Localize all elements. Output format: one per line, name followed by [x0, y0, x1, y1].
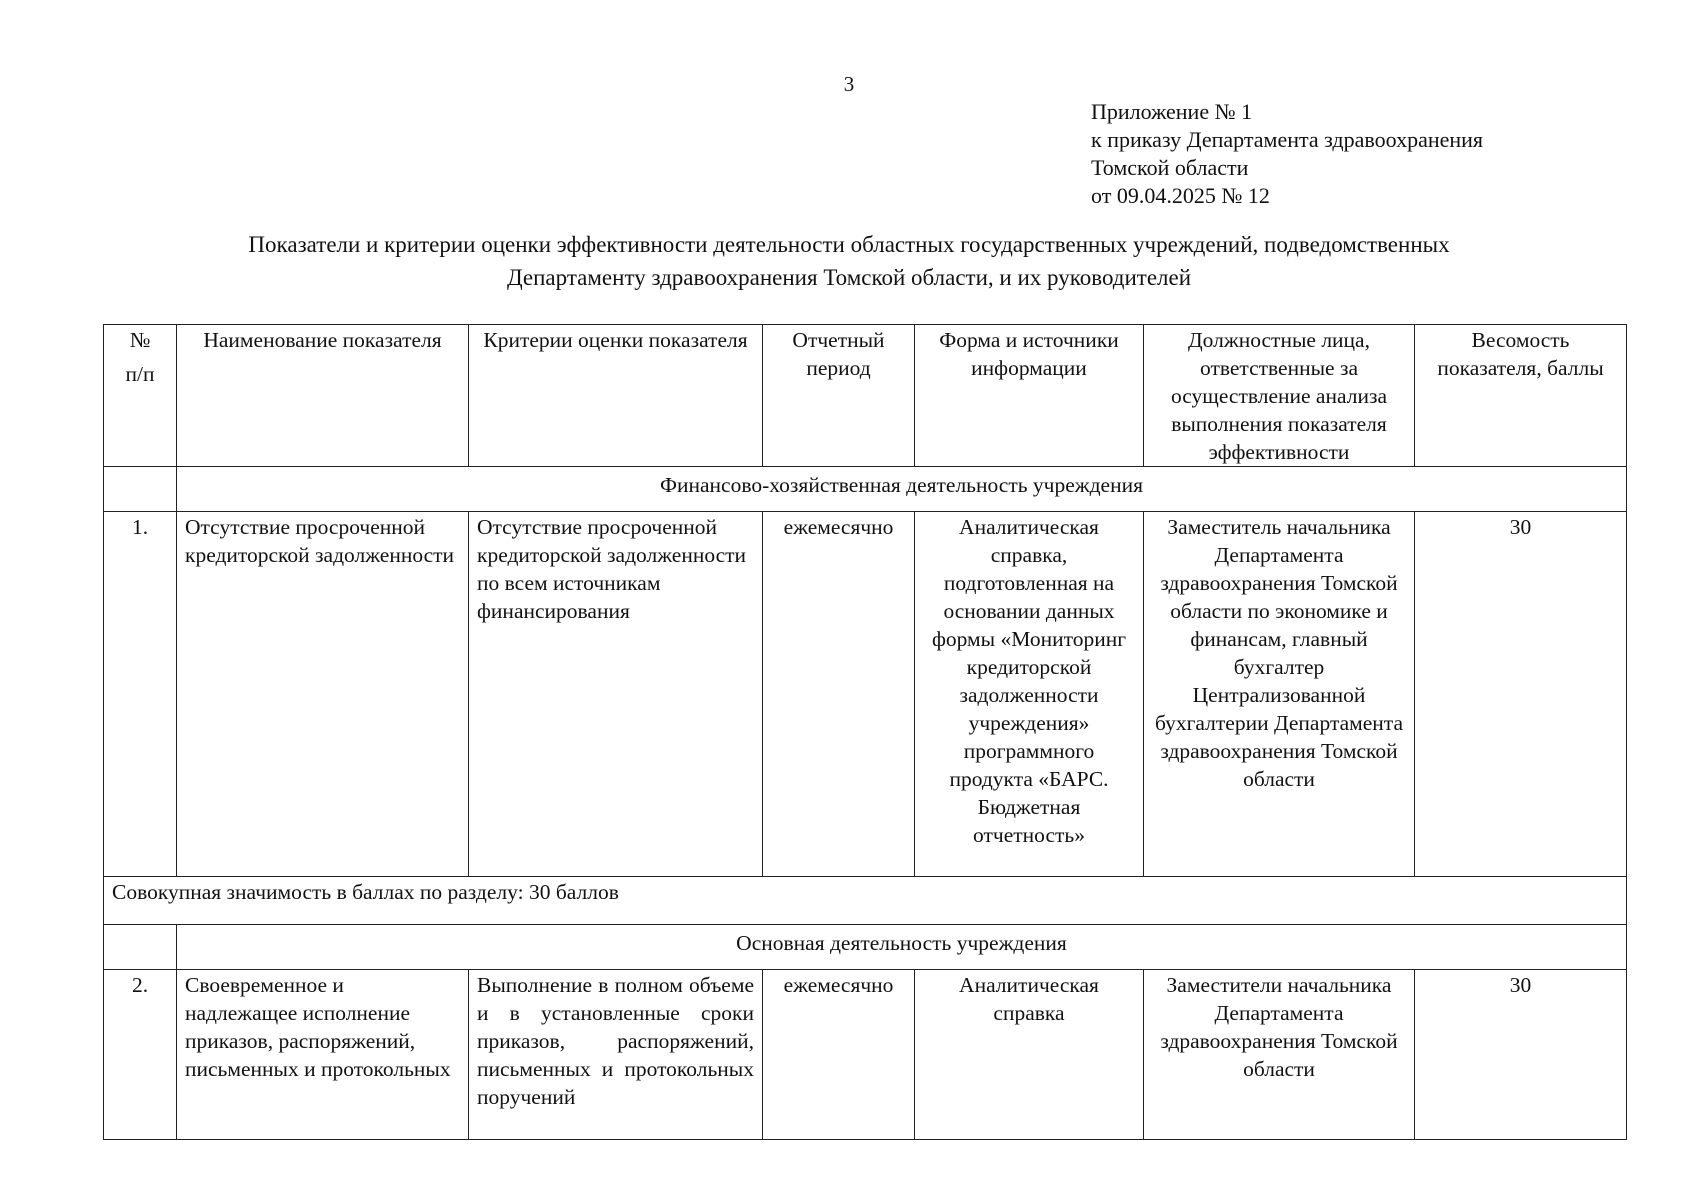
- row-number: 2.: [104, 970, 177, 1140]
- row-officials: Заместитель начальника Департамента здравоохранения Томской области по экономике и финансам, главный бухгалтер Централизованной бухгалтерии Департамента здравоохранения Томской области: [1144, 512, 1415, 877]
- header-weight: Весомость показателя, баллы: [1415, 325, 1627, 467]
- section-row: [104, 467, 1627, 512]
- row-officials: Заместители начальника Департамента здравоохранения Томской области: [1144, 970, 1415, 1140]
- table-row: [104, 512, 1627, 877]
- row-number: 1.: [104, 512, 177, 877]
- appendix-block: [1091, 98, 1483, 210]
- appendix-line-3: Томской области: [1091, 155, 1249, 180]
- row-source: Аналитическая справка: [915, 970, 1144, 1140]
- appendix-line-4: от 09.04.2025 № 12: [1091, 183, 1270, 208]
- header-number-pp: п/п: [125, 362, 155, 386]
- row-period: ежемесячно: [763, 970, 915, 1140]
- row-source: Аналитическая справка, подготовленная на основании данных формы «Мониторинг кредиторской задолженности учреждения» программного продукта «БАРС. Бюджетная отчетность»: [915, 512, 1144, 877]
- section-summary: Совокупная значимость в баллах по разделу: 30 баллов: [104, 877, 1627, 925]
- row-weight: 30: [1415, 970, 1627, 1140]
- table-row: [104, 970, 1627, 1140]
- header-indicator-name: Наименование показателя: [177, 325, 469, 467]
- row-weight: 30: [1415, 512, 1627, 877]
- section-title: Финансово-хозяйственная деятельность учреждения: [177, 467, 1627, 512]
- section-empty-cell: [104, 467, 177, 512]
- row-criteria: Отсутствие просроченной кредиторской задолженности по всем источникам финансирования: [469, 512, 763, 877]
- header-number-symbol: №: [129, 328, 151, 352]
- header-source: Форма и источники информации: [915, 325, 1144, 467]
- appendix-line-1: Приложение № 1: [1091, 99, 1253, 124]
- row-period: ежемесячно: [763, 512, 915, 877]
- page-number: 3: [843, 72, 855, 96]
- header-officials: Должностные лица, ответственные за осуществление анализа выполнения показателя эффективности: [1144, 325, 1415, 467]
- appendix-line-2: к приказу Департамента здравоохранения: [1091, 127, 1484, 152]
- row-criteria: Выполнение в полном объеме и в установленные сроки приказов, распоряжений, письменных и протокольных поручений: [469, 970, 763, 1140]
- header-criteria: Критерии оценки показателя: [469, 325, 763, 467]
- title-line-2: Департаменту здравоохранения Томской области, и их руководителей: [506, 265, 1192, 290]
- header-period: Отчетный период: [763, 325, 915, 467]
- indicators-table: [103, 324, 1627, 1140]
- document-title: [100, 228, 1598, 294]
- title-line-1: Показатели и критерии оценки эффективности деятельности областных государственных учреждений, подведомственных: [248, 232, 1450, 257]
- row-indicator-name: Отсутствие просроченной кредиторской задолженности: [177, 512, 469, 877]
- section-empty-cell: [104, 925, 177, 970]
- section-summary-row: [104, 877, 1627, 925]
- header-number: [104, 325, 177, 467]
- row-indicator-name: Своевременное и надлежащее исполнение приказов, распоряжений, письменных и протокольных: [177, 970, 469, 1140]
- section-title: Основная деятельность учреждения: [177, 925, 1627, 970]
- table-header-row: [104, 325, 1627, 467]
- section-row: [104, 925, 1627, 970]
